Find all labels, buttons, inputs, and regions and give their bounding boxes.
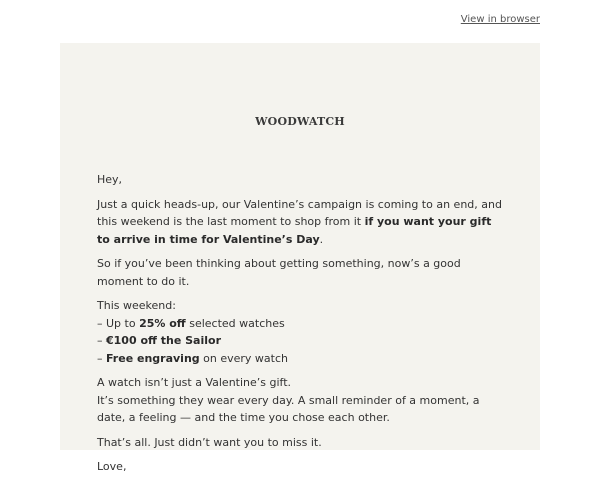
offer-item-1: – Up to 25% off selected watches — [97, 316, 285, 330]
offer-item-2: – €100 off the Sailor — [97, 334, 221, 347]
offer-item-3: – Free engraving on every watch — [97, 351, 288, 365]
gift-line-2: It’s something they wear every day. A small reminder of a moment, a date, a feeling — and the time you chose each other. — [97, 393, 480, 424]
gift-line-1: A watch isn’t just a Valentine’s gift. — [97, 376, 292, 389]
offers-block — [97, 297, 507, 367]
email-top-bar — [0, 0, 600, 44]
weekend-title: This weekend: — [97, 299, 176, 312]
signoff: Love, — [97, 460, 127, 473]
gift-paragraph — [97, 374, 507, 427]
greeting: Hey, — [97, 173, 123, 186]
intro-paragraph — [97, 196, 507, 249]
intro-bold-text: if you want your gift to arrive in time for Valentine’s Day — [97, 215, 492, 246]
intro-text: Just a quick heads-up, our Valentine’s campaign is coming to an end, and this weekend is the last moment to shop from it — [97, 197, 502, 228]
intro-end: . — [319, 232, 324, 246]
view-in-browser-link[interactable]: View in browser — [460, 14, 540, 25]
email-body-card — [60, 43, 540, 473]
second-paragraph: So if you’ve been thinking about getting something, now’s a good moment to do it. — [97, 257, 461, 288]
closing-paragraph: That’s all. Just didn’t want you to miss it. — [97, 435, 322, 449]
email-content — [97, 171, 507, 483]
brand-logo: WOODWATCH — [255, 115, 345, 128]
